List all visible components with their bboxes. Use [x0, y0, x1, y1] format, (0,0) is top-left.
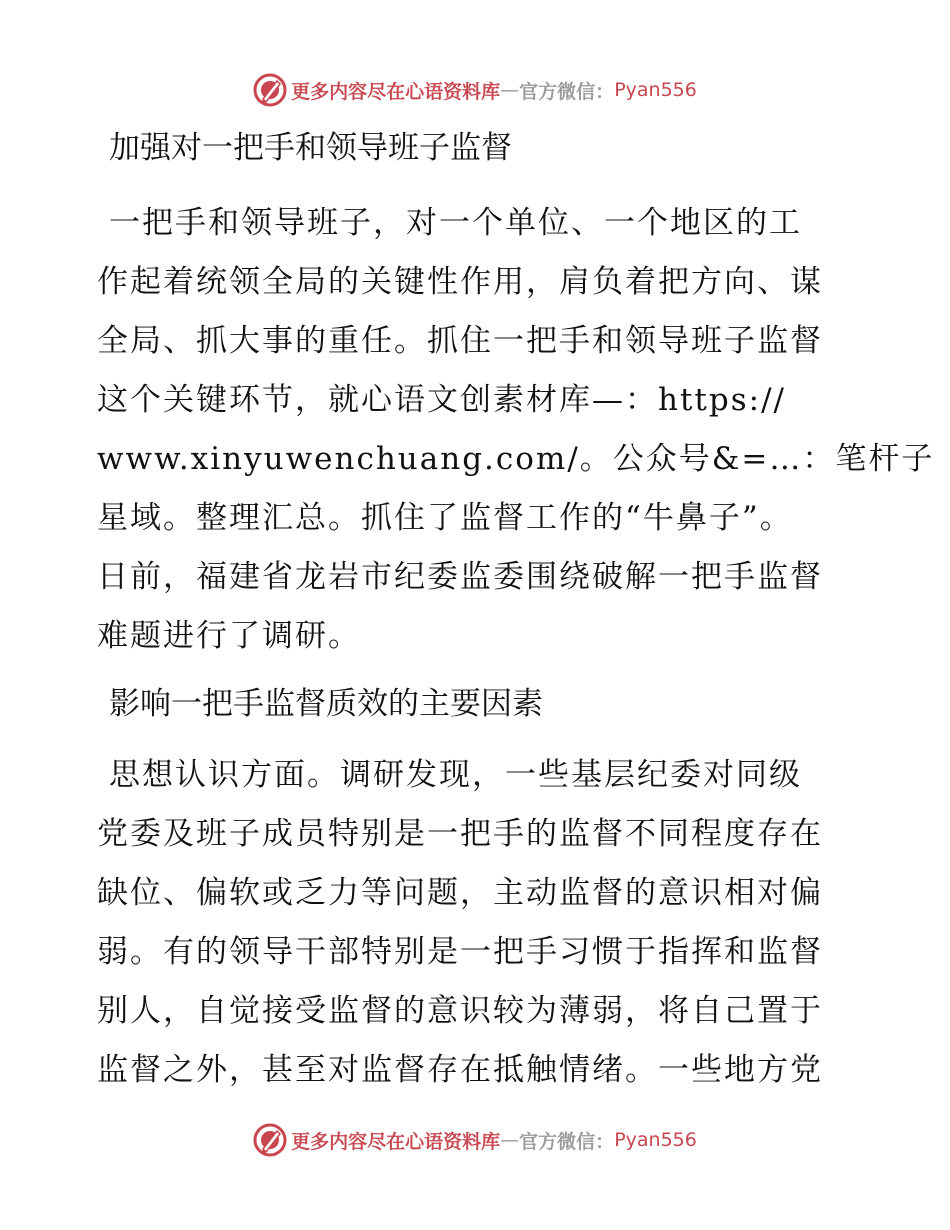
paragraph-1 — [97, 194, 935, 666]
paragraph-line: 缺位、偏软或乏力等问题，主动监督的意识相对偏 — [97, 875, 823, 911]
banner-dash: — — [500, 1129, 520, 1151]
banner-title: 更多内容尽在心语资料库 — [291, 1130, 501, 1153]
paragraph-line: 别人，自觉接受监督的意识较为薄弱，将自己置于 — [97, 993, 823, 1029]
banner-dash: — — [500, 79, 520, 101]
document-body — [97, 118, 935, 1100]
header-banner — [0, 70, 950, 110]
paragraph-line: 弱。有的领导干部特别是一把手习惯于指挥和监督 — [97, 934, 823, 970]
pen-logo-icon — [253, 1123, 287, 1157]
paragraph-line: www.xinyuwenchuang.com/。公众号&=…：笔杆子 — [97, 441, 935, 477]
banner-content — [253, 1123, 697, 1157]
paragraph-line: 这个关键环节，就心语文创素材库—：https:// — [97, 382, 786, 418]
paragraph-line: 作起着统领全局的关键性作用，肩负着把方向、谋 — [97, 264, 823, 300]
banner-title: 更多内容尽在心语资料库 — [291, 80, 501, 103]
paragraph-line: 星域。整理汇总。抓住了监督工作的“牛鼻子”。 — [97, 500, 793, 536]
paragraph-line: 全局、抓大事的重任。抓住一把手和领导班子监督 — [97, 323, 823, 359]
section-heading-2: 影响一把手监督质效的主要因素 — [109, 686, 543, 722]
footer-banner — [0, 1120, 950, 1160]
banner-official-label: 官方微信： — [519, 1130, 615, 1153]
banner-wechat-id: Pyan556 — [614, 79, 697, 101]
paragraph-line: 党委及班子成员特别是一把手的监督不同程度存在 — [97, 816, 823, 852]
paragraph-line: 监督之外，甚至对监督存在抵触情绪。一些地方党 — [97, 1052, 823, 1088]
banner-content — [253, 73, 697, 107]
section-heading-1: 加强对一把手和领导班子监督 — [109, 130, 512, 166]
paragraph-2 — [97, 746, 857, 1100]
paragraph-line: 一把手和领导班子，对一个单位、一个地区的工 — [109, 205, 802, 241]
pen-logo-icon — [253, 73, 287, 107]
banner-wechat-id: Pyan556 — [614, 1129, 697, 1151]
paragraph-line: 日前，福建省龙岩市纪委监委围绕破解一把手监督 — [97, 559, 823, 595]
paragraph-line: 思想认识方面。调研发现，一些基层纪委对同级 — [109, 757, 802, 793]
paragraph-line: 难题进行了调研。 — [97, 618, 361, 654]
banner-official-label: 官方微信： — [519, 80, 615, 103]
